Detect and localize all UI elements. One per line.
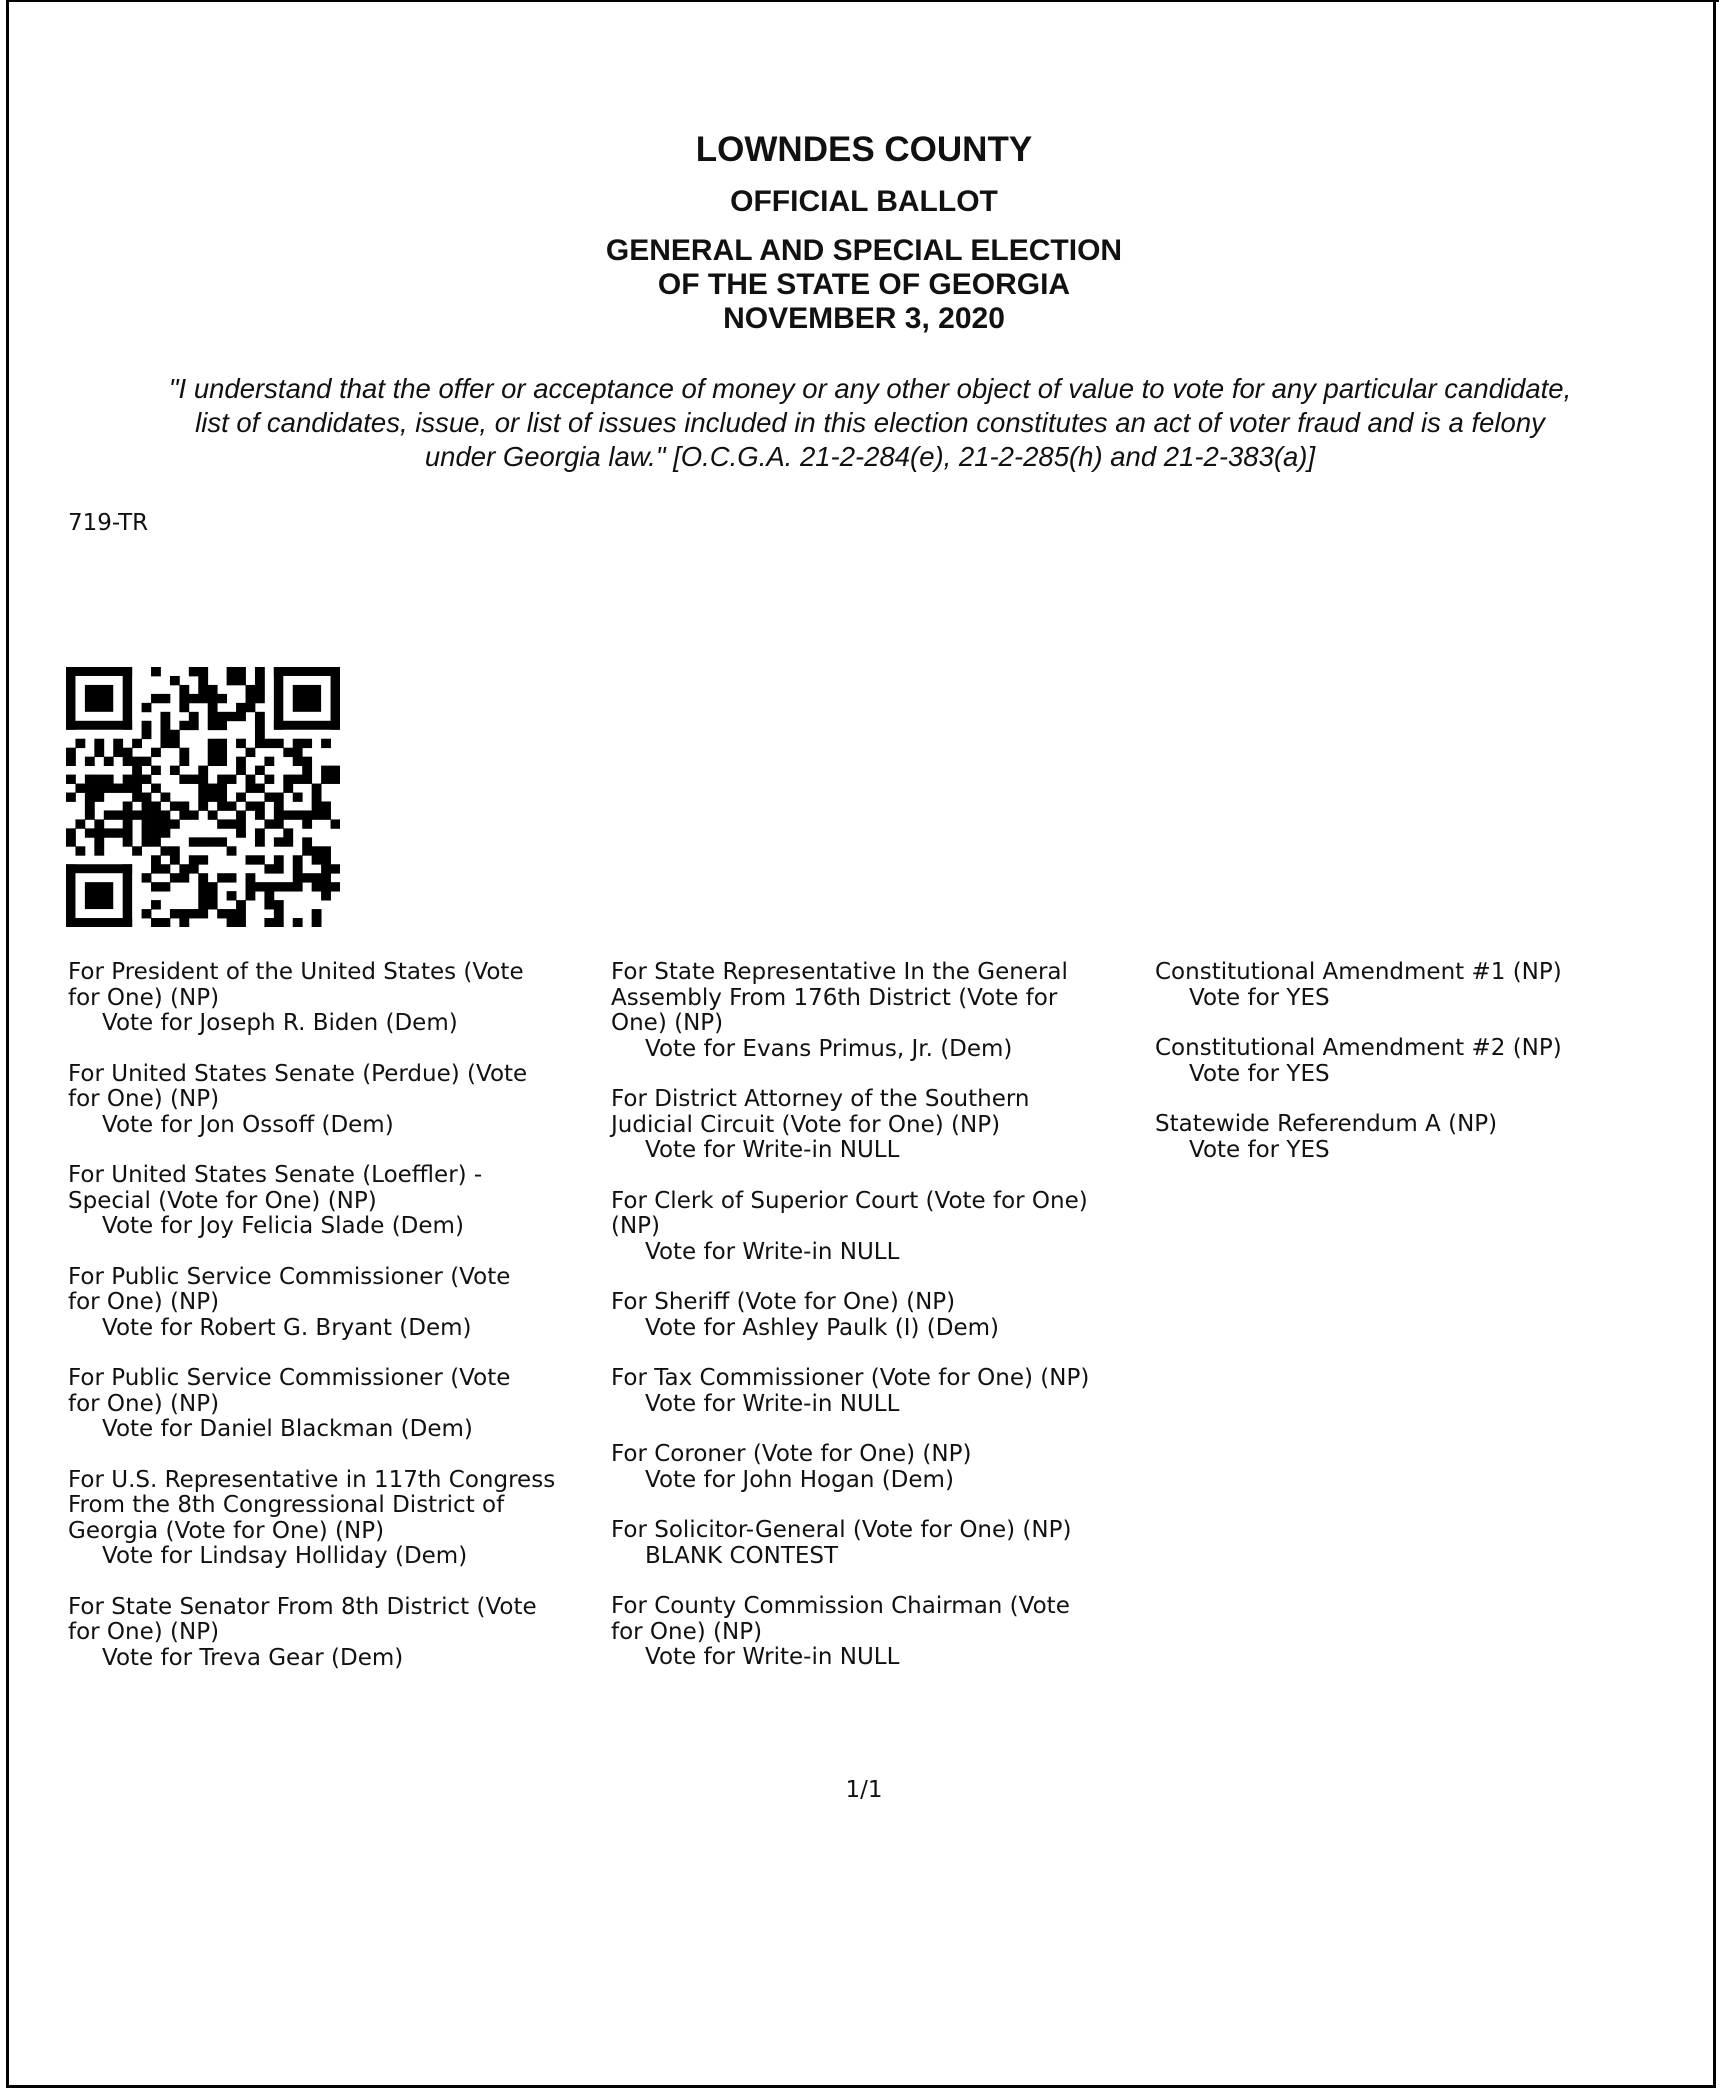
- contest-item: [68, 1163, 608, 1240]
- contest-item: [68, 1595, 608, 1672]
- contest-title: For United States Senate (Loeffler) - Special (Vote for One) (NP): [68, 1162, 483, 1214]
- contest-selection: Vote for Lindsay Holliday (Dem): [102, 1543, 468, 1569]
- contest-selection: Vote for Treva Gear (Dem): [102, 1644, 404, 1671]
- election-name-line1: GENERAL AND SPECIAL ELECTION: [605, 234, 1123, 267]
- contest-item: [611, 1594, 1151, 1671]
- contest-item: [611, 1442, 1151, 1493]
- contest-column-1: [68, 960, 608, 1696]
- voter-fraud-statement: [70, 372, 1670, 474]
- contest-selection: Vote for Joy Felicia Slade (Dem): [102, 1213, 464, 1239]
- contest-title: For County Commission Chairman (Vote for One) (NP): [611, 1593, 1070, 1645]
- contest-selection: Vote for Evans Primus, Jr. (Dem): [645, 1035, 1013, 1062]
- contest-selection: Vote for Robert G. Bryant (Dem): [102, 1314, 472, 1341]
- contest-selection: Vote for Write-in NULL: [645, 1644, 900, 1670]
- election-name-line2: OF THE STATE OF GEORGIA: [657, 268, 1071, 301]
- contest-item: [68, 1366, 608, 1443]
- contest-title: For Public Service Commissioner (Vote for One) (NP): [68, 1365, 511, 1417]
- contest-selection: BLANK CONTEST: [645, 1542, 839, 1569]
- contest-item: [68, 960, 608, 1037]
- contest-title: For Sheriff (Vote for One) (NP): [611, 1289, 956, 1315]
- contest-item: [611, 1087, 1151, 1164]
- contest-title: For Public Service Commissioner (Vote for One) (NP): [68, 1263, 511, 1315]
- oath-line: list of candidates, issue, or list of issues included in this election constitutes an act of voter fraud and is a felony: [195, 407, 1545, 438]
- contest-selection: Vote for YES: [1189, 984, 1330, 1011]
- page-number: 1/1: [845, 1777, 883, 1803]
- oath-line: "I understand that the offer or acceptance of money or any other object of value to vote for any particular candidate,: [168, 373, 1572, 404]
- contest-selection: Vote for Jon Ossoff (Dem): [102, 1111, 394, 1138]
- ballot-type: OFFICIAL BALLOT: [730, 185, 998, 218]
- contest-selection: Vote for Write-in NULL: [645, 1137, 900, 1163]
- contest-item: [611, 1366, 1151, 1417]
- contest-selection: Vote for Write-in NULL: [645, 1238, 900, 1265]
- contest-title: For Tax Commissioner (Vote for One) (NP): [611, 1365, 1090, 1391]
- contest-title: For State Representative In the General Assembly From 176th District (Vote for One) (NP): [611, 959, 1068, 1036]
- contest-selection: Vote for YES: [1189, 1136, 1330, 1163]
- contest-selection: Vote for Daniel Blackman (Dem): [102, 1416, 473, 1442]
- contest-title: For U.S. Representative in 117th Congress From the 8th Congressional District of Georgia (Vote for One) (NP): [68, 1466, 556, 1544]
- top-border: [9, 0, 1719, 2]
- contest-selection: Vote for Joseph R. Biden (Dem): [102, 1010, 458, 1036]
- contest-item: [1155, 960, 1675, 1011]
- contest-item: [611, 1518, 1151, 1569]
- ballot-style-id: 719-TR: [68, 510, 149, 536]
- contest-selection: Vote for YES: [1189, 1060, 1330, 1087]
- oath-line: under Georgia law." [O.C.G.A. 21-2-284(e), 21-2-285(h) and 21-2-383(a)]: [424, 441, 1316, 472]
- contest-item: [1155, 1112, 1675, 1163]
- county-title: LOWNDES COUNTY: [695, 130, 1033, 169]
- contest-column-2: [611, 960, 1151, 1696]
- contest-column-3: [1155, 960, 1675, 1188]
- contest-title: For President of the United States (Vote for One) (NP): [68, 959, 524, 1011]
- contest-selection: Vote for Ashley Paulk (I) (Dem): [645, 1314, 999, 1341]
- contest-title: For District Attorney of the Southern Judicial Circuit (Vote for One) (NP): [611, 1086, 1030, 1138]
- contest-item: [611, 1290, 1151, 1341]
- qr-code-icon: [66, 667, 340, 927]
- contest-item: [611, 1189, 1151, 1266]
- contest-title: For Solicitor-General (Vote for One) (NP): [611, 1517, 1072, 1543]
- contest-selection: Vote for John Hogan (Dem): [645, 1466, 954, 1493]
- contest-title: Statewide Referendum A (NP): [1155, 1111, 1498, 1137]
- ballot-header: [0, 128, 1728, 336]
- qr-code-graphic: [66, 667, 340, 927]
- contest-title: For Clerk of Superior Court (Vote for One) (NP): [611, 1187, 1088, 1239]
- contest-item: [68, 1062, 608, 1139]
- contest-item: [611, 960, 1151, 1062]
- contest-title: For State Senator From 8th District (Vote for One) (NP): [68, 1593, 537, 1645]
- contest-item: [68, 1468, 608, 1570]
- contest-title: For Coroner (Vote for One) (NP): [611, 1441, 972, 1467]
- contest-item: [68, 1265, 608, 1342]
- contest-title: Constitutional Amendment #1 (NP): [1155, 959, 1562, 985]
- contest-item: [1155, 1036, 1675, 1087]
- election-date: NOVEMBER 3, 2020: [723, 302, 1005, 335]
- contest-selection: Vote for Write-in NULL: [645, 1390, 900, 1417]
- contest-title: For United States Senate (Perdue) (Vote for One) (NP): [68, 1060, 528, 1112]
- contest-title: Constitutional Amendment #2 (NP): [1155, 1035, 1562, 1061]
